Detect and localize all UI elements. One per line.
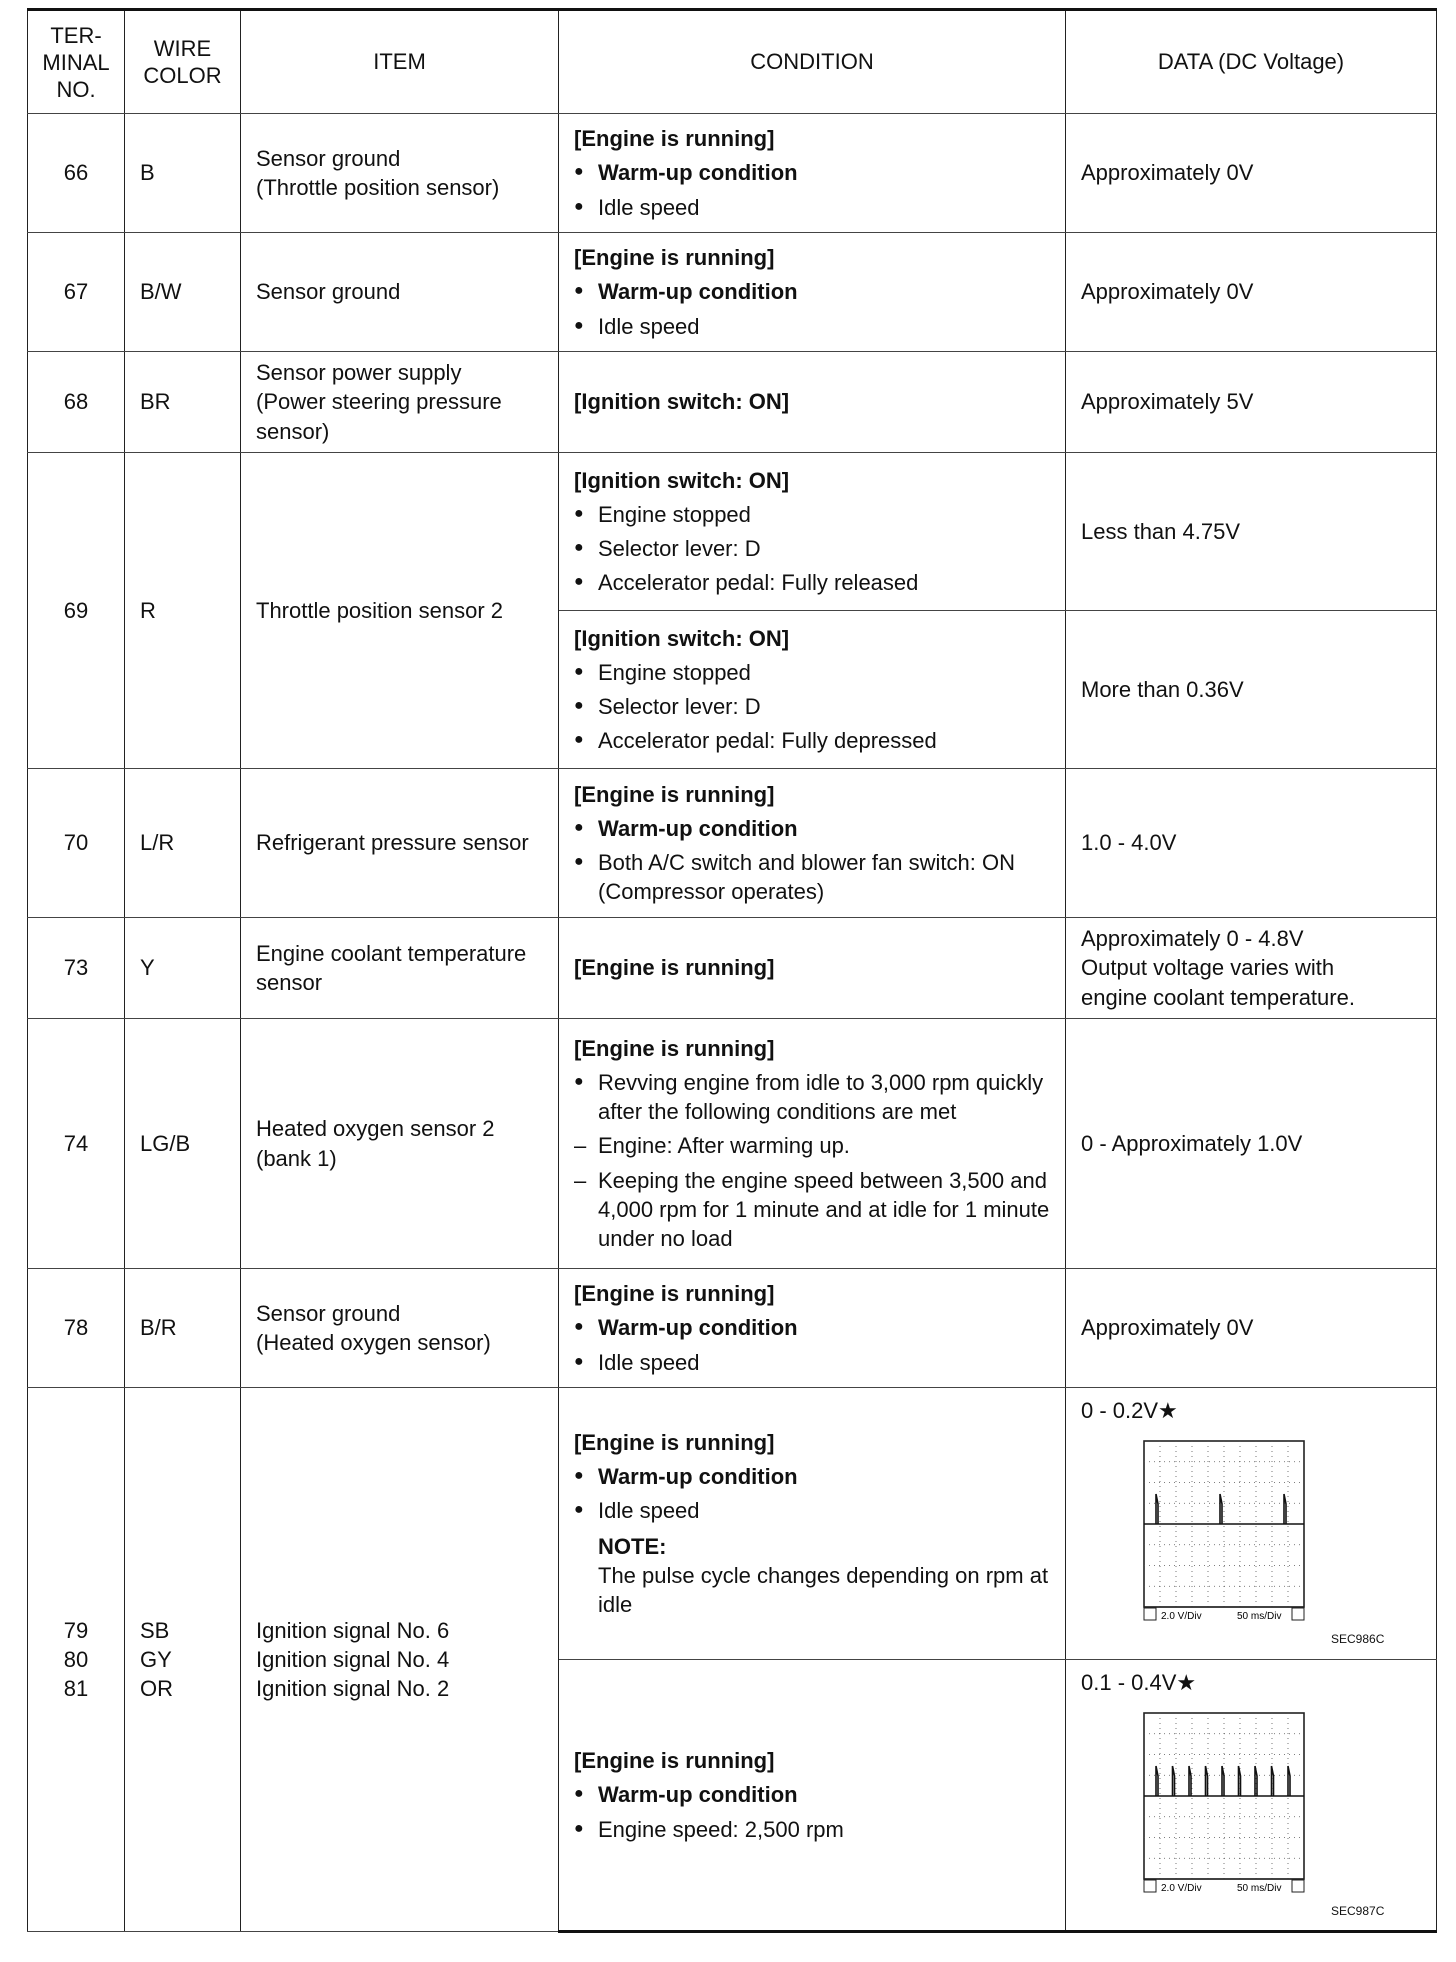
bullet-icon: ● — [574, 697, 584, 714]
star-icon: ★ — [1176, 1670, 1197, 1695]
wire-color: B — [125, 114, 241, 233]
condition: [Engine is running] ● Warm-up condition ● Both A/C switch and blower fan switch: ON (Compressor operates) — [559, 769, 1066, 918]
table-row — [28, 233, 1437, 352]
terminal-no: 70 — [28, 769, 125, 918]
terminal-no: 68 — [28, 352, 125, 453]
condition: [Ignition switch: ON] ● Engine stopped ● Selector lever: D ● Accelerator pedal: Fully released — [559, 453, 1066, 611]
data-value: Approximately 0 - 4.8V Output voltage varies with engine coolant temperature. — [1066, 918, 1437, 1019]
header-wire-color: WIRE COLOR — [125, 10, 241, 114]
wire-color: SB GY OR — [125, 1388, 241, 1932]
item: Engine coolant temperature sensor — [241, 918, 559, 1019]
scope-time-label: 50 ms/Div — [1237, 1883, 1282, 1894]
oscilloscope-waveform-icon — [1141, 1710, 1307, 1894]
scope-time-label: 50 ms/Div — [1237, 1611, 1282, 1622]
scope-volt-label: 2.0 V/Div — [1161, 1883, 1202, 1894]
bullet-icon: ● — [574, 539, 584, 556]
condition: [Engine is running] — [559, 918, 1066, 1019]
bullet-icon: ● — [574, 1501, 584, 1519]
bullet-icon: ● — [574, 197, 584, 215]
condition: [Engine is running] ● Warm-up condition ● Engine speed: 2,500 rpm — [559, 1660, 1066, 1932]
scope-volt-label: 2.0 V/Div — [1161, 1611, 1202, 1622]
terminal-no: 79 80 81 — [28, 1388, 125, 1932]
condition: [Ignition switch: ON] — [559, 352, 1066, 453]
wire-color: B/W — [125, 233, 241, 352]
terminal-no: 74 — [28, 1019, 125, 1269]
header-data: DATA (DC Voltage) — [1066, 10, 1437, 114]
bullet-icon: ● — [574, 1352, 584, 1370]
wire-color: R — [125, 453, 241, 769]
data-value: Approximately 0V — [1066, 114, 1437, 233]
table-header-row — [28, 10, 1437, 114]
terminal-data-table — [27, 8, 1437, 1933]
wire-color: B/R — [125, 1269, 241, 1388]
data-value: Less than 4.75V — [1066, 453, 1437, 611]
item: Sensor ground (Throttle position sensor) — [241, 114, 559, 233]
data-value: Approximately 0V — [1066, 1269, 1437, 1388]
data-value: 0 - Approximately 1.0V — [1066, 1019, 1437, 1269]
star-icon: ★ — [1158, 1398, 1178, 1423]
item: Heated oxygen sensor 2 (bank 1) — [241, 1019, 559, 1269]
header-condition: CONDITION — [559, 10, 1066, 114]
condition: [Engine is running] ● Revving engine from idle to 3,000 rpm quickly after the following conditions are met – Engine: After warming up. – Keeping the engine speed between 3,500 and 4,000 rpm for 1 minute and at idle for 1 minute under no load — [559, 1019, 1066, 1269]
condition: [Engine is running] ● Warm-up condition ● Idle speed — [559, 1269, 1066, 1388]
wire-color: L/R — [125, 769, 241, 918]
terminal-no: 78 — [28, 1269, 125, 1388]
terminal-no: 67 — [28, 233, 125, 352]
bullet-icon: ● — [574, 1785, 584, 1803]
dash-icon: – — [574, 1133, 587, 1159]
bullet-icon: ● — [574, 573, 584, 591]
bullet-icon: ● — [574, 504, 584, 522]
bullet-icon: ● — [574, 282, 584, 300]
note-text: The pulse cycle changes depending on rpm at idle — [598, 1562, 1049, 1617]
table-row — [28, 1269, 1437, 1388]
condition: [Engine is running] ● Warm-up condition ● Idle speed — [559, 233, 1066, 352]
data-value-with-waveform: 0.1 - 0.4V★ 2.0 V/Div 50 ms/Div SEC987C — [1066, 1660, 1437, 1932]
table-row — [28, 453, 1437, 611]
wire-color: BR — [125, 352, 241, 453]
data-value: 1.0 - 4.0V — [1066, 769, 1437, 918]
bullet-icon: ● — [574, 662, 584, 680]
bullet-icon: ● — [574, 1073, 584, 1091]
oscilloscope-waveform-icon — [1141, 1438, 1307, 1622]
bullet-icon: ● — [574, 1819, 584, 1837]
figure-code: SEC986C — [1331, 1632, 1385, 1646]
bullet-icon: ● — [574, 1467, 584, 1485]
table-row — [28, 918, 1437, 1019]
wire-color: LG/B — [125, 1019, 241, 1269]
table-row — [28, 1388, 1437, 1660]
terminal-no: 69 — [28, 453, 125, 769]
terminal-no: 66 — [28, 114, 125, 233]
condition: [Ignition switch: ON] ● Engine stopped ● Selector lever: D ● Accelerator pedal: Fully depressed — [559, 611, 1066, 769]
data-value-with-waveform: 0 - 0.2V★ 2.0 V/Div 50 ms/Div SEC986C — [1066, 1388, 1437, 1660]
bullet-icon: ● — [574, 818, 584, 836]
bullet-icon: ● — [574, 853, 584, 870]
data-value: Approximately 0V — [1066, 233, 1437, 352]
bullet-icon: ● — [574, 1318, 584, 1336]
table-row — [28, 1019, 1437, 1269]
item: Sensor power supply (Power steering pressure sensor) — [241, 352, 559, 453]
item: Sensor ground (Heated oxygen sensor) — [241, 1269, 559, 1388]
terminal-no: 73 — [28, 918, 125, 1019]
item: Refrigerant pressure sensor — [241, 769, 559, 918]
note-label: NOTE: — [598, 1533, 667, 1559]
condition: [Engine is running] ● Warm-up condition ● Idle speed — [559, 114, 1066, 233]
header-terminal: TER- MINAL NO. — [28, 10, 125, 114]
item: Sensor ground — [241, 233, 559, 352]
table-row — [28, 769, 1437, 918]
table-row — [28, 352, 1437, 453]
figure-code: SEC987C — [1331, 1904, 1385, 1918]
dash-icon: – — [574, 1167, 587, 1193]
header-item: ITEM — [241, 10, 559, 114]
wire-color: Y — [125, 918, 241, 1019]
data-value: Approximately 5V — [1066, 352, 1437, 453]
condition: [Engine is running] ● Warm-up condition ● Idle speed NOTE: The pulse cycle changes depending on rpm at idle — [559, 1388, 1066, 1660]
table-row — [28, 114, 1437, 233]
bullet-icon: ● — [574, 316, 584, 334]
bullet-icon: ● — [574, 731, 584, 749]
bullet-icon: ● — [574, 163, 584, 181]
data-value: More than 0.36V — [1066, 611, 1437, 769]
item: Ignition signal No. 6 Ignition signal No. 4 Ignition signal No. 2 — [241, 1388, 559, 1932]
item: Throttle position sensor 2 — [241, 453, 559, 769]
